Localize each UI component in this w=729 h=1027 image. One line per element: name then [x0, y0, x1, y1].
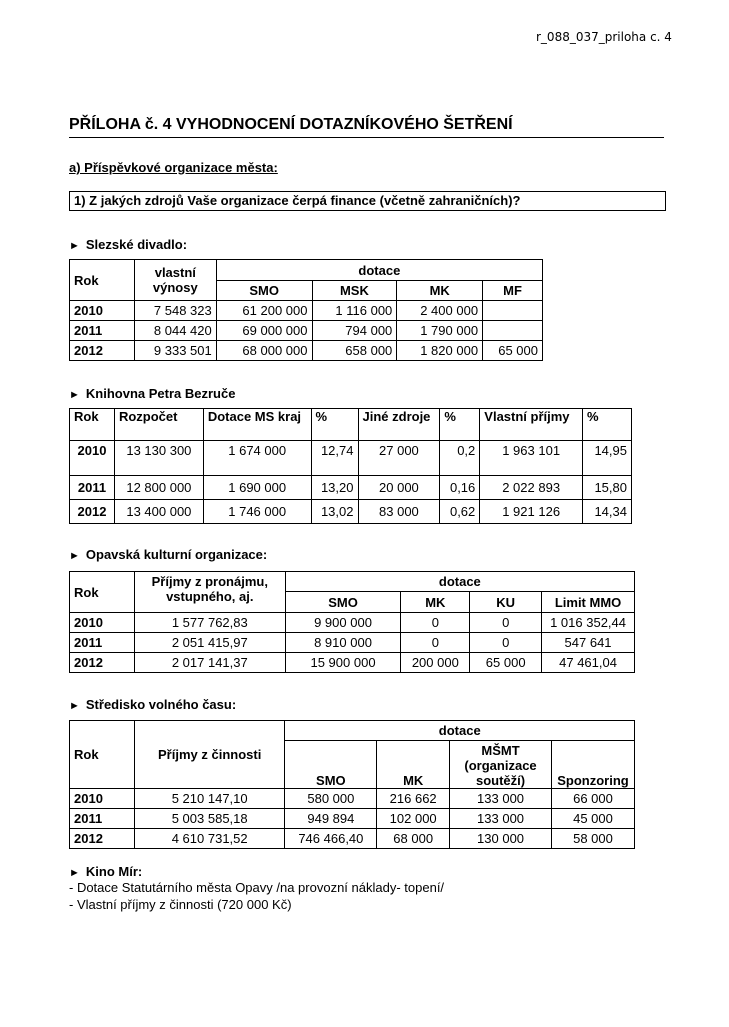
document-reference: r_088_037_priloha c. 4 [536, 30, 672, 44]
table-row [70, 476, 632, 500]
value-cell: 9 900 000 [285, 613, 401, 633]
value-cell: 68 000 [377, 829, 450, 849]
header-smo: SMO [285, 592, 401, 613]
header-vlastni-prijmy: Vlastní příjmy [480, 409, 583, 441]
header-mf: MF [483, 281, 543, 301]
header-dotace-ms-kraj: Dotace MS kraj [203, 409, 311, 441]
header-mk: MK [397, 281, 483, 301]
value-cell [483, 321, 543, 341]
value-cell: 12 800 000 [114, 476, 203, 500]
value-cell: 0 [401, 633, 470, 653]
value-cell: 794 000 [312, 321, 397, 341]
year-cell: 2010 [70, 441, 115, 476]
year-cell: 2012 [70, 500, 115, 524]
value-cell: 1 116 000 [312, 301, 397, 321]
year-cell: 2011 [70, 809, 135, 829]
value-cell: 949 894 [285, 809, 377, 829]
value-cell: 15,80 [583, 476, 632, 500]
value-cell: 58 000 [551, 829, 634, 849]
header-mk: MK [401, 592, 470, 613]
table-row [70, 613, 635, 633]
year-cell: 2012 [70, 829, 135, 849]
value-cell: 1 690 000 [203, 476, 311, 500]
value-cell: 2 022 893 [480, 476, 583, 500]
value-cell: 13,02 [311, 500, 358, 524]
year-cell: 2011 [70, 476, 115, 500]
value-cell: 65 000 [470, 653, 542, 673]
value-cell: 1 746 000 [203, 500, 311, 524]
header-smo: SMO [285, 741, 377, 789]
header-prijmy: Příjmy z pronájmu, vstupného, aj. [134, 572, 285, 613]
section-heading-knihovna: ► Knihovna Petra Bezruče [69, 386, 236, 401]
section-heading-slezske: ► Slezské divadlo: [69, 237, 188, 252]
title-underline [69, 137, 664, 138]
value-cell: 65 000 [483, 341, 543, 361]
year-cell: 2012 [70, 653, 135, 673]
bullet-arrow-icon: ► [69, 240, 80, 252]
bullet-arrow-icon: ► [69, 389, 80, 401]
header-rok: Rok [70, 409, 115, 441]
value-cell: 0 [401, 613, 470, 633]
value-cell: 83 000 [358, 500, 440, 524]
value-cell: 102 000 [377, 809, 450, 829]
value-cell: 1 820 000 [397, 341, 483, 361]
header-limit-mmo: Limit MMO [542, 592, 635, 613]
header-prijmy-z-cinnosti: Příjmy z činnosti [134, 721, 285, 789]
question-box [69, 191, 666, 211]
bullet-arrow-icon: ► [69, 550, 80, 562]
year-cell: 2010 [70, 789, 135, 809]
header-percent: % [440, 409, 480, 441]
value-cell: 66 000 [551, 789, 634, 809]
header-percent: % [311, 409, 358, 441]
header-msk: MSK [312, 281, 397, 301]
value-cell: 8 044 420 [134, 321, 216, 341]
year-cell: 2011 [70, 321, 135, 341]
kino-note-line: - Dotace Statutárního města Opavy /na provozní náklady- topení/ [69, 880, 445, 895]
header-rok: Rok [70, 572, 135, 613]
value-cell: 1 674 000 [203, 441, 311, 476]
value-cell: 2 051 415,97 [134, 633, 285, 653]
value-cell: 0,16 [440, 476, 480, 500]
value-cell: 0,62 [440, 500, 480, 524]
value-cell: 14,34 [583, 500, 632, 524]
value-cell: 9 333 501 [134, 341, 216, 361]
header-dotace: dotace [285, 572, 634, 592]
value-cell: 658 000 [312, 341, 397, 361]
header-rok: Rok [70, 260, 135, 301]
value-cell: 547 641 [542, 633, 635, 653]
table-row [70, 321, 543, 341]
value-cell: 13 400 000 [114, 500, 203, 524]
table-row [70, 633, 635, 653]
header-rozpocet: Rozpočet [114, 409, 203, 441]
value-cell: 216 662 [377, 789, 450, 809]
header-mk: MK [377, 741, 450, 789]
table-slezske-divadlo [69, 259, 543, 361]
table-row [70, 809, 635, 829]
value-cell: 2 017 141,37 [134, 653, 285, 673]
value-cell: 1 577 762,83 [134, 613, 285, 633]
value-cell: 0,2 [440, 441, 480, 476]
value-cell: 15 900 000 [285, 653, 401, 673]
value-cell: 27 000 [358, 441, 440, 476]
value-cell: 1 790 000 [397, 321, 483, 341]
value-cell: 47 461,04 [542, 653, 635, 673]
table-row [70, 441, 632, 476]
value-cell: 133 000 [450, 809, 552, 829]
header-smo: SMO [216, 281, 312, 301]
value-cell: 0 [470, 613, 542, 633]
value-cell: 130 000 [450, 829, 552, 849]
question-text: 1) Z jakých zdrojů Vaše organizace čerpá finance (včetně zahraničních)? [74, 193, 521, 208]
table-opavska [69, 571, 635, 673]
section-subtitle: a) Příspěvkové organizace města: [69, 160, 278, 175]
value-cell: 1 921 126 [480, 500, 583, 524]
table-knihovna [69, 408, 632, 524]
value-cell: 68 000 000 [216, 341, 312, 361]
value-cell: 13,20 [311, 476, 358, 500]
header-rok: Rok [70, 721, 135, 789]
header-sponzoring: Sponzoring [551, 741, 634, 789]
header-ku: KU [470, 592, 542, 613]
header-jine-zdroje: Jiné zdroje [358, 409, 440, 441]
value-cell: 200 000 [401, 653, 470, 673]
bullet-arrow-icon: ► [69, 867, 80, 879]
value-cell: 13 130 300 [114, 441, 203, 476]
value-cell: 12,74 [311, 441, 358, 476]
section-heading-stredisko: ► Středisko volného času: [69, 697, 237, 712]
year-cell: 2012 [70, 341, 135, 361]
value-cell: 746 466,40 [285, 829, 377, 849]
header-vlastni-vynosy: vlastní výnosy [134, 260, 216, 301]
year-cell: 2010 [70, 301, 135, 321]
table-row [70, 301, 543, 321]
value-cell: 7 548 323 [134, 301, 216, 321]
value-cell: 580 000 [285, 789, 377, 809]
value-cell [483, 301, 543, 321]
document-title: PŘÍLOHA č. 4 VYHODNOCENÍ DOTAZNÍKOVÉHO ŠETŘENÍ [69, 116, 513, 133]
table-row [70, 829, 635, 849]
value-cell: 20 000 [358, 476, 440, 500]
value-cell: 1 016 352,44 [542, 613, 635, 633]
table-row [70, 500, 632, 524]
value-cell: 69 000 000 [216, 321, 312, 341]
year-cell: 2011 [70, 633, 135, 653]
header-percent: % [583, 409, 632, 441]
value-cell: 45 000 [551, 809, 634, 829]
bullet-arrow-icon: ► [69, 700, 80, 712]
value-cell: 5 003 585,18 [134, 809, 285, 829]
value-cell: 133 000 [450, 789, 552, 809]
value-cell: 0 [470, 633, 542, 653]
section-heading-opavska: ► Opavská kulturní organizace: [69, 547, 268, 562]
value-cell: 2 400 000 [397, 301, 483, 321]
value-cell: 4 610 731,52 [134, 829, 285, 849]
section-heading-kino: ► Kino Mír: [69, 864, 143, 879]
value-cell: 61 200 000 [216, 301, 312, 321]
header-dotace: dotace [216, 260, 542, 281]
table-row [70, 341, 543, 361]
table-row [70, 789, 635, 809]
kino-note-line: - Vlastní příjmy z činnosti (720 000 Kč) [69, 897, 292, 912]
table-stredisko [69, 720, 635, 849]
value-cell: 1 963 101 [480, 441, 583, 476]
header-msmt: MŠMT (organizace soutěží) [450, 741, 552, 789]
header-dotace: dotace [285, 721, 635, 741]
value-cell: 5 210 147,10 [134, 789, 285, 809]
value-cell: 8 910 000 [285, 633, 401, 653]
year-cell: 2010 [70, 613, 135, 633]
table-row [70, 653, 635, 673]
value-cell: 14,95 [583, 441, 632, 476]
